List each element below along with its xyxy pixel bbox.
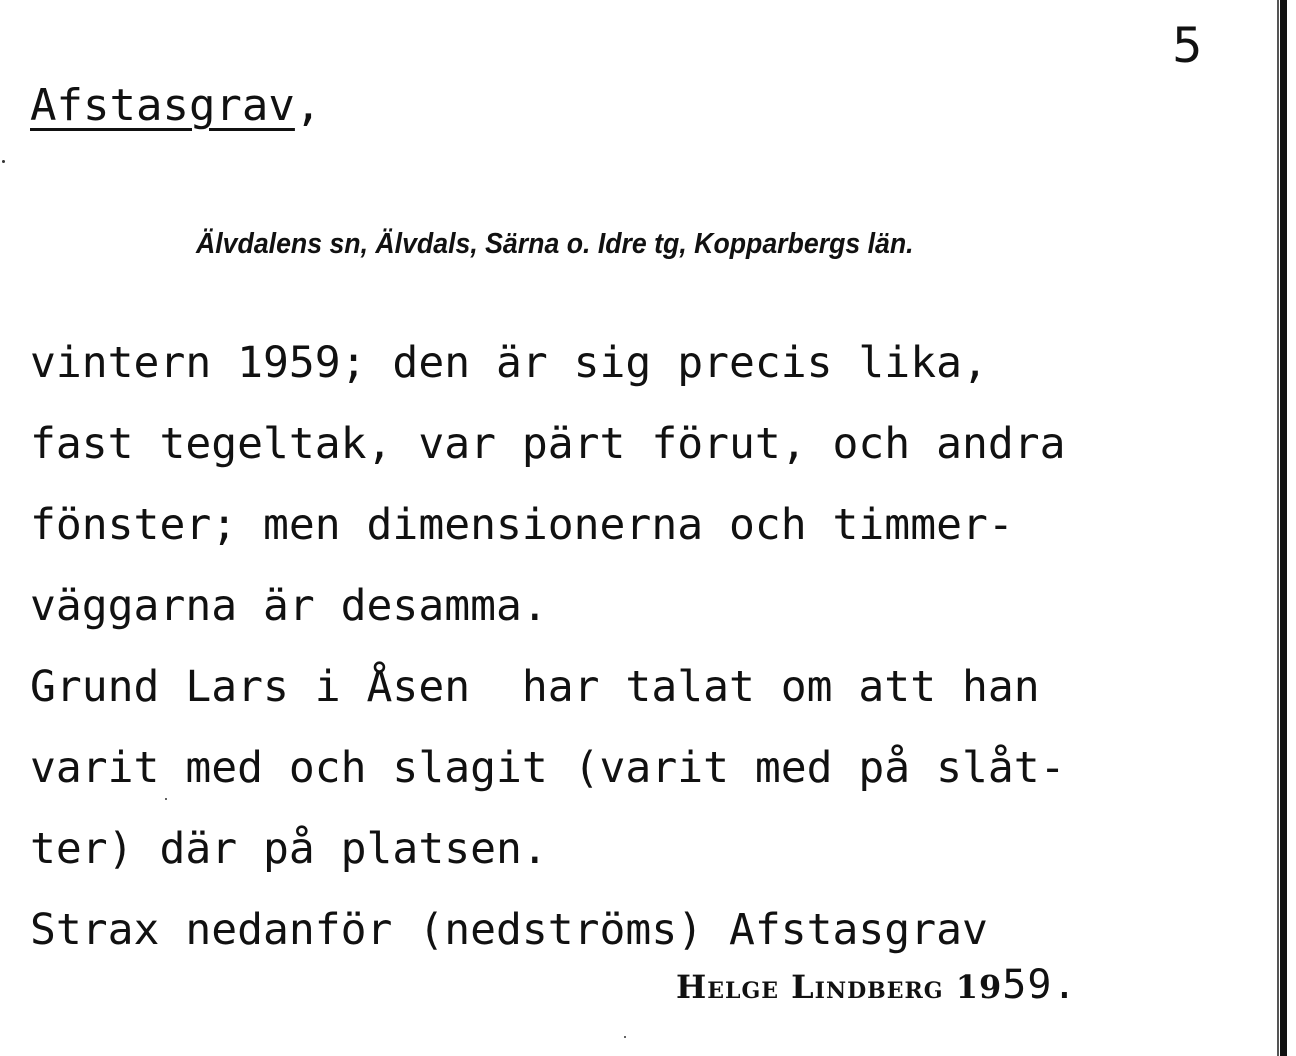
place-name-comma: , <box>294 80 322 131</box>
body-text <box>30 330 1270 978</box>
dust-speck <box>624 1036 626 1038</box>
signature-year-typed: 59. <box>1002 962 1078 1008</box>
region-line: Älvdalens sn, Älvdals, Särna o. Idre tg, Kopparbergs län. <box>196 228 914 260</box>
body-line: fast tegeltak, var pärt förut, och andra <box>30 419 1066 469</box>
body-line: Grund Lars i Åsen har talat om att han <box>30 662 1040 712</box>
body-line: fönster; men dimensionerna och timmer- <box>30 500 1014 550</box>
card-edge-thin <box>1277 0 1279 1056</box>
card-edge <box>1280 0 1287 1056</box>
place-name-heading <box>30 80 322 131</box>
body-line: varit med och slagit (varit med på slåt- <box>30 743 1066 793</box>
signature-year-printed: 19 <box>955 968 1003 1006</box>
place-name-title: Afstasgrav <box>30 80 295 131</box>
body-line: ter) där på platsen. <box>30 824 548 874</box>
signature <box>676 962 1078 1008</box>
body-line: väggarna är desamma. <box>30 581 548 631</box>
signature-name: Helge Lindberg <box>676 968 944 1006</box>
page-number: 5 <box>1172 18 1203 74</box>
body-line: Strax nedanför (nedströms) Afstasgrav <box>30 905 988 955</box>
dust-speck <box>2 160 5 163</box>
body-line: vintern 1959; den är sig precis lika, <box>30 338 988 388</box>
